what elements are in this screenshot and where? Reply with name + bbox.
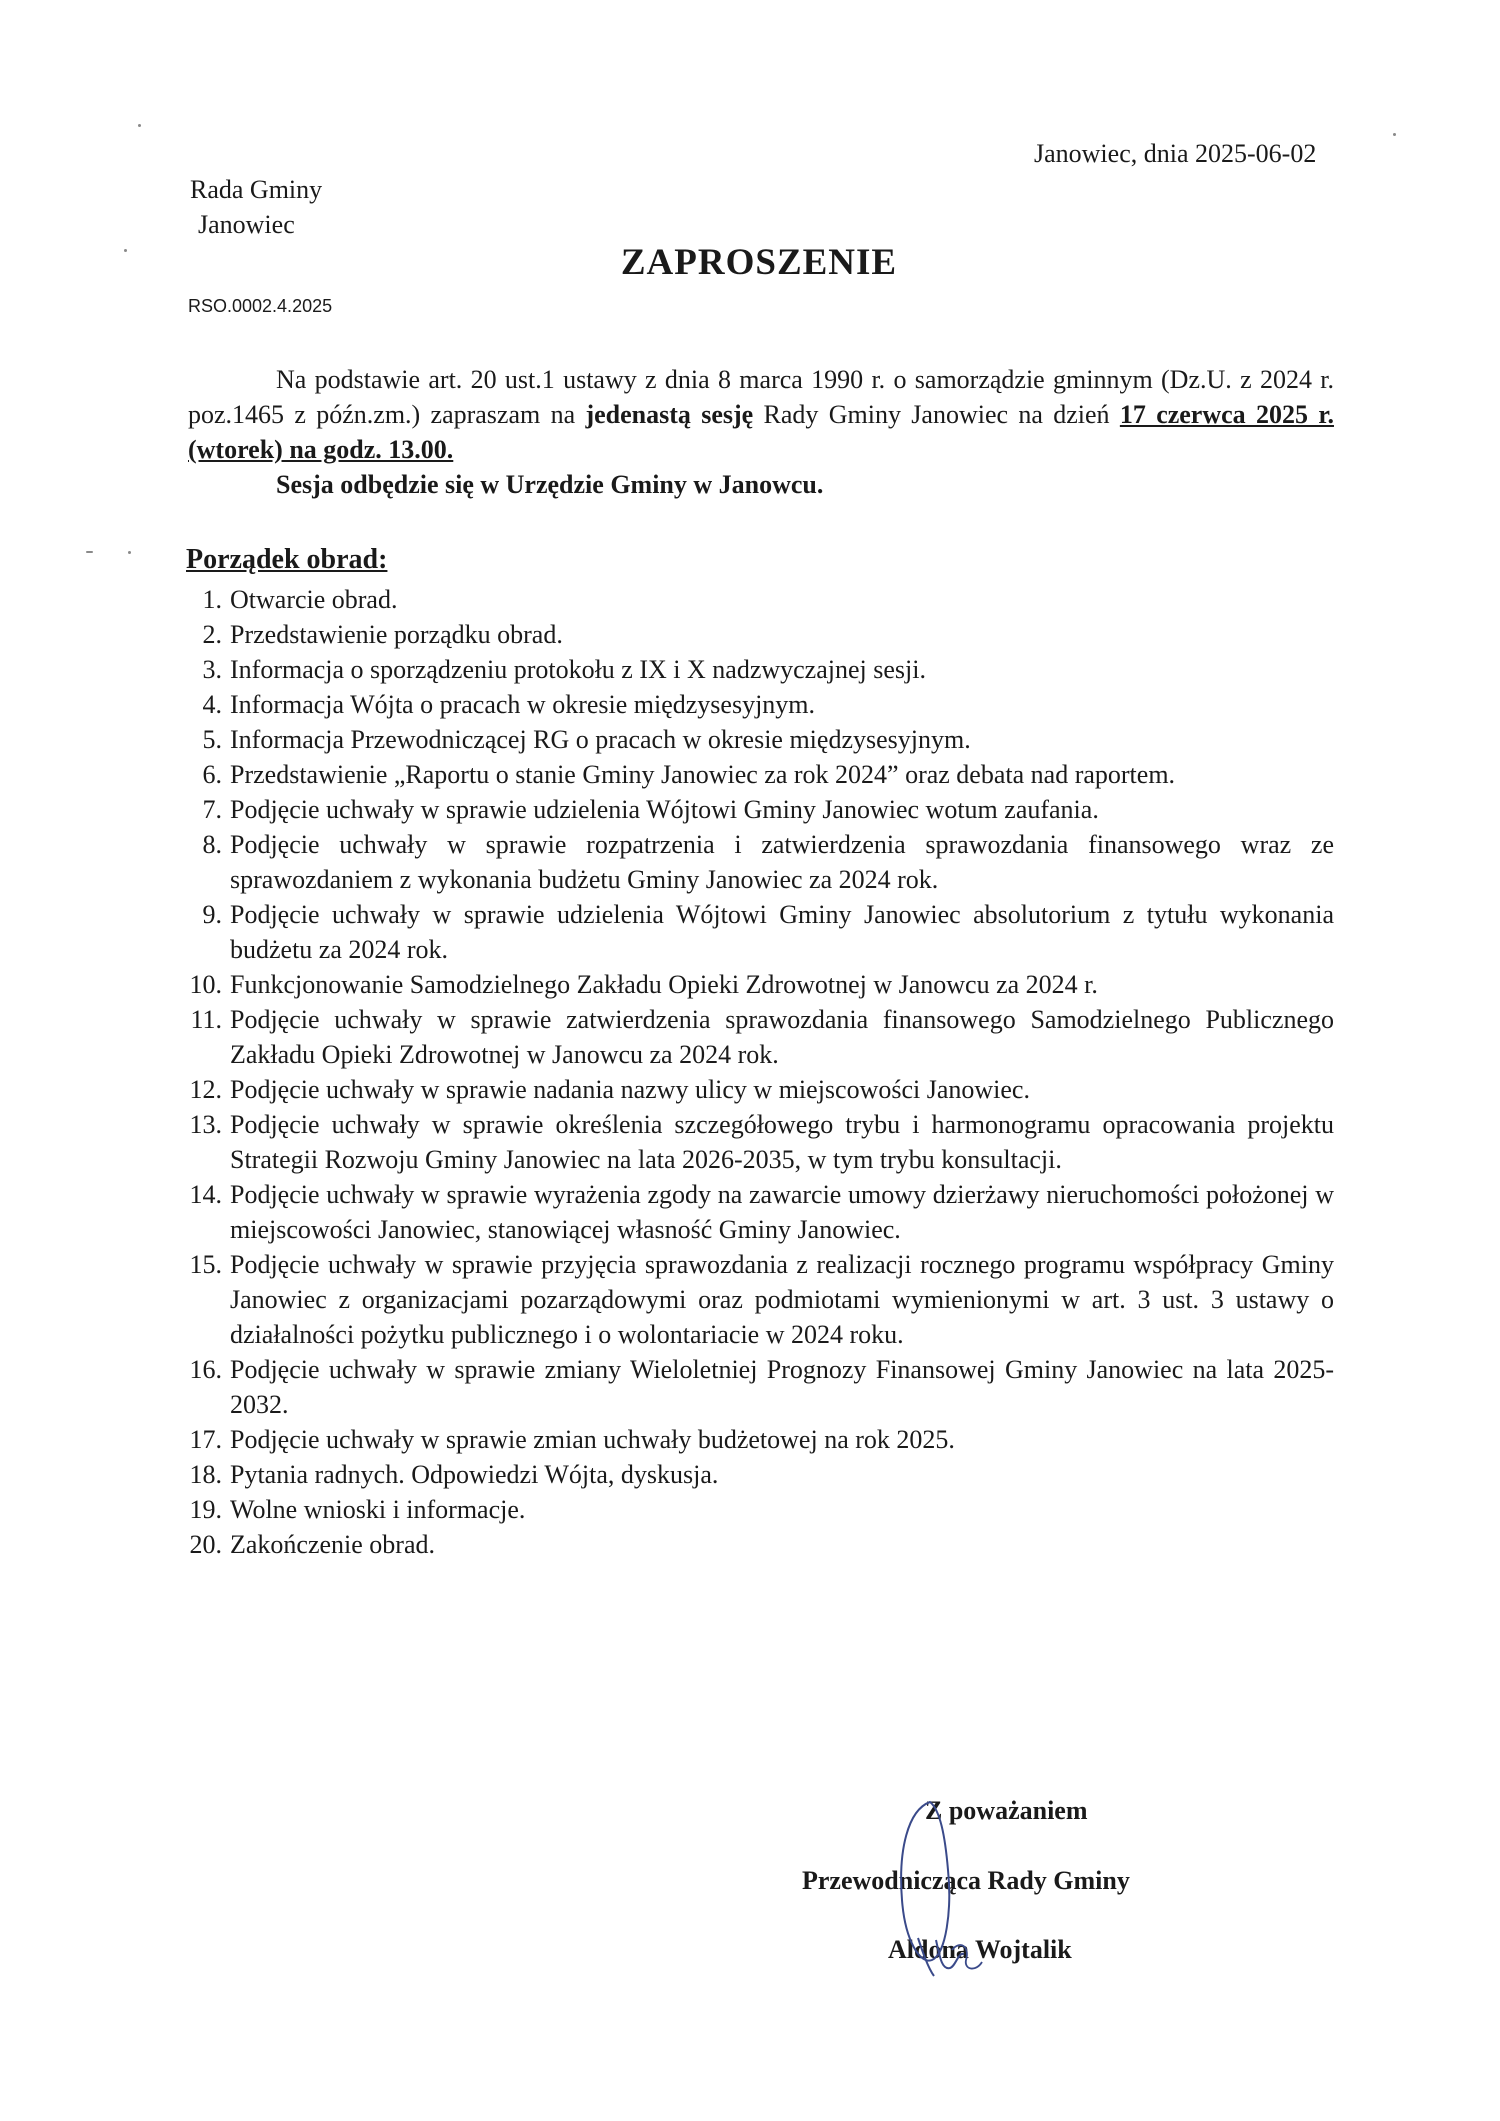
agenda-item (186, 792, 1334, 827)
intro-part: Rady Gminy Janowiec na dzień (753, 400, 1120, 429)
agenda-item-number: 19. (189, 1495, 222, 1524)
org-line: Rada Gminy (190, 175, 323, 204)
agenda-item-text: Podjęcie uchwały w sprawie nadania nazwy ulicy w miejscowości Janowiec. (230, 1075, 1030, 1104)
agenda-item-text: Podjęcie uchwały w sprawie zmiany Wieloletniej Prognozy Finansowej Gminy Janowiec na lata 2025-2032. (230, 1355, 1334, 1419)
agenda-item-text: Informacja Przewodniczącej RG o pracach w okresie międzysesyjnym. (230, 725, 971, 754)
agenda-item (186, 582, 1334, 617)
agenda-item-number: 18. (189, 1460, 222, 1489)
agenda-item-number: 20. (189, 1530, 222, 1559)
session-venue: Sesja odbędzie się w Urzędzie Gminy w Janowcu. (276, 470, 824, 499)
agenda-item (186, 827, 1334, 897)
agenda-item-number: 13. (189, 1110, 222, 1139)
agenda-item-number: 3. (202, 655, 222, 684)
agenda-item-text: Informacja Wójta o pracach w okresie międzysesyjnym. (230, 690, 816, 719)
agenda-item-number: 12. (189, 1075, 222, 1104)
agenda-item-number: 4. (202, 690, 222, 719)
issuing-organization (190, 172, 322, 242)
agenda-item (186, 1002, 1334, 1072)
agenda-item-text: Podjęcie uchwały w sprawie udzielenia Wójtowi Gminy Janowiec wotum zaufania. (230, 795, 1099, 824)
agenda-item-number: 9. (202, 900, 222, 929)
agenda-item (186, 757, 1334, 792)
agenda-item-text: Zakończenie obrad. (230, 1530, 436, 1559)
signature-name: Aldona Wojtalik (888, 1935, 1072, 1964)
session-number: jedenastą sesję (585, 400, 754, 429)
agenda-item-number: 8. (202, 830, 222, 859)
agenda-list (186, 582, 1334, 1562)
agenda-item-number: 11. (190, 1005, 222, 1034)
agenda-item (186, 1457, 1334, 1492)
agenda-item-number: 6. (202, 760, 222, 789)
agenda-item-text: Pytania radnych. Odpowiedzi Wójta, dyskusja. (230, 1460, 719, 1489)
agenda-item-text: Podjęcie uchwały w sprawie przyjęcia sprawozdania z realizacji rocznego programu współpracy Gminy Janowiec z organizacjami pozarządowymi oraz podmiotami wymienionymi w art. 3 ust. 3 ustawy o działalności pożytku publicznego i o wolontariacie w 2024 roku. (230, 1250, 1334, 1349)
scan-speck (86, 551, 93, 553)
agenda-item-number: 15. (189, 1250, 222, 1279)
reference-number: RSO.0002.4.2025 (188, 296, 333, 316)
org-line: Janowiec (198, 210, 295, 239)
agenda-item-number: 17. (189, 1425, 222, 1454)
agenda-item (186, 1177, 1334, 1247)
agenda-item-text: Przedstawienie „Raportu o stanie Gminy Janowiec za rok 2024” oraz debata nad raportem. (230, 760, 1176, 789)
agenda-item-text: Podjęcie uchwały w sprawie określenia szczegółowego trybu i harmonogramu opracowania projektu Strategii Rozwoju Gminy Janowiec na lata 2026-2035, w tym trybu konsultacji. (230, 1110, 1334, 1174)
agenda-item-text: Wolne wnioski i informacje. (230, 1495, 526, 1524)
scan-speck (1393, 133, 1396, 136)
agenda-item (186, 967, 1334, 1002)
agenda-item (186, 1247, 1334, 1352)
agenda-item-text: Podjęcie uchwały w sprawie wyrażenia zgody na zawarcie umowy dzierżawy nieruchomości położonej w miejscowości Janowiec, stanowiącej własność Gminy Janowiec. (230, 1180, 1334, 1244)
agenda-item-number: 16. (189, 1355, 222, 1384)
agenda-item-number: 1. (202, 585, 222, 614)
agenda-title: Porządek obrad: (186, 544, 388, 575)
agenda-item-text: Funkcjonowanie Samodzielnego Zakładu Opieki Zdrowotnej w Janowcu za 2024 r. (230, 970, 1098, 999)
session-date: 17 czerwca 2025 r. (wtorek) na godz. 13.00. (188, 400, 1334, 464)
agenda-item-text: Przedstawienie porządku obrad. (230, 620, 563, 649)
agenda-item-number: 14. (189, 1180, 222, 1209)
agenda-item-text: Otwarcie obrad. (230, 585, 398, 614)
agenda-item-text: Informacja o sporządzeniu protokołu z IX i X nadzwyczajnej sesji. (230, 655, 926, 684)
agenda-item-text: Podjęcie uchwały w sprawie rozpatrzenia i zatwierdzenia sprawozdania finansowego wraz ze sprawozdaniem z wykonania budżetu Gminy Janowiec za 2024 rok. (230, 830, 1334, 894)
agenda-item (186, 722, 1334, 757)
intro-paragraph (188, 362, 1334, 502)
agenda-item-number: 5. (202, 725, 222, 754)
agenda-item-text: Podjęcie uchwały w sprawie zmian uchwały budżetowej na rok 2025. (230, 1425, 955, 1454)
agenda-item (186, 1527, 1334, 1562)
agenda-item-number: 7. (202, 795, 222, 824)
scan-speck (138, 124, 141, 127)
agenda-item-text: Podjęcie uchwały w sprawie udzielenia Wójtowi Gminy Janowiec absolutorium z tytułu wykonania budżetu za 2024 rok. (230, 900, 1334, 964)
agenda-item (186, 687, 1334, 722)
agenda-item (186, 1422, 1334, 1457)
scan-speck (128, 551, 131, 554)
agenda-item (186, 652, 1334, 687)
handwritten-signature (860, 1790, 1000, 2000)
agenda-item (186, 617, 1334, 652)
agenda-item (186, 1072, 1334, 1107)
document-title: ZAPROSZENIE (620, 242, 898, 283)
intro-text (188, 362, 1334, 467)
agenda-item (186, 1352, 1334, 1422)
agenda-item-text: Podjęcie uchwały w sprawie zatwierdzenia sprawozdania finansowego Samodzielnego Publicznego Zakładu Opieki Zdrowotnej w Janowcu za 2024 rok. (230, 1005, 1334, 1069)
signature-closing: Z poważaniem (925, 1796, 1088, 1825)
agenda-item (186, 897, 1334, 967)
place-and-date: Janowiec, dnia 2025-06-02 (1034, 139, 1317, 168)
agenda-item-number: 2. (202, 620, 222, 649)
agenda-item (186, 1107, 1334, 1177)
agenda-item-number: 10. (189, 970, 222, 999)
agenda-item (186, 1492, 1334, 1527)
signature-role: Przewodnicząca Rady Gminy (802, 1866, 1130, 1895)
intro-part: Na podstawie art. 20 ust.1 ustawy z dnia 8 marca 1990 r. o samorządzie gminnym (Dz.U. z 2024 r. poz.1465 z późn.zm.) zapraszam na (188, 365, 1334, 429)
